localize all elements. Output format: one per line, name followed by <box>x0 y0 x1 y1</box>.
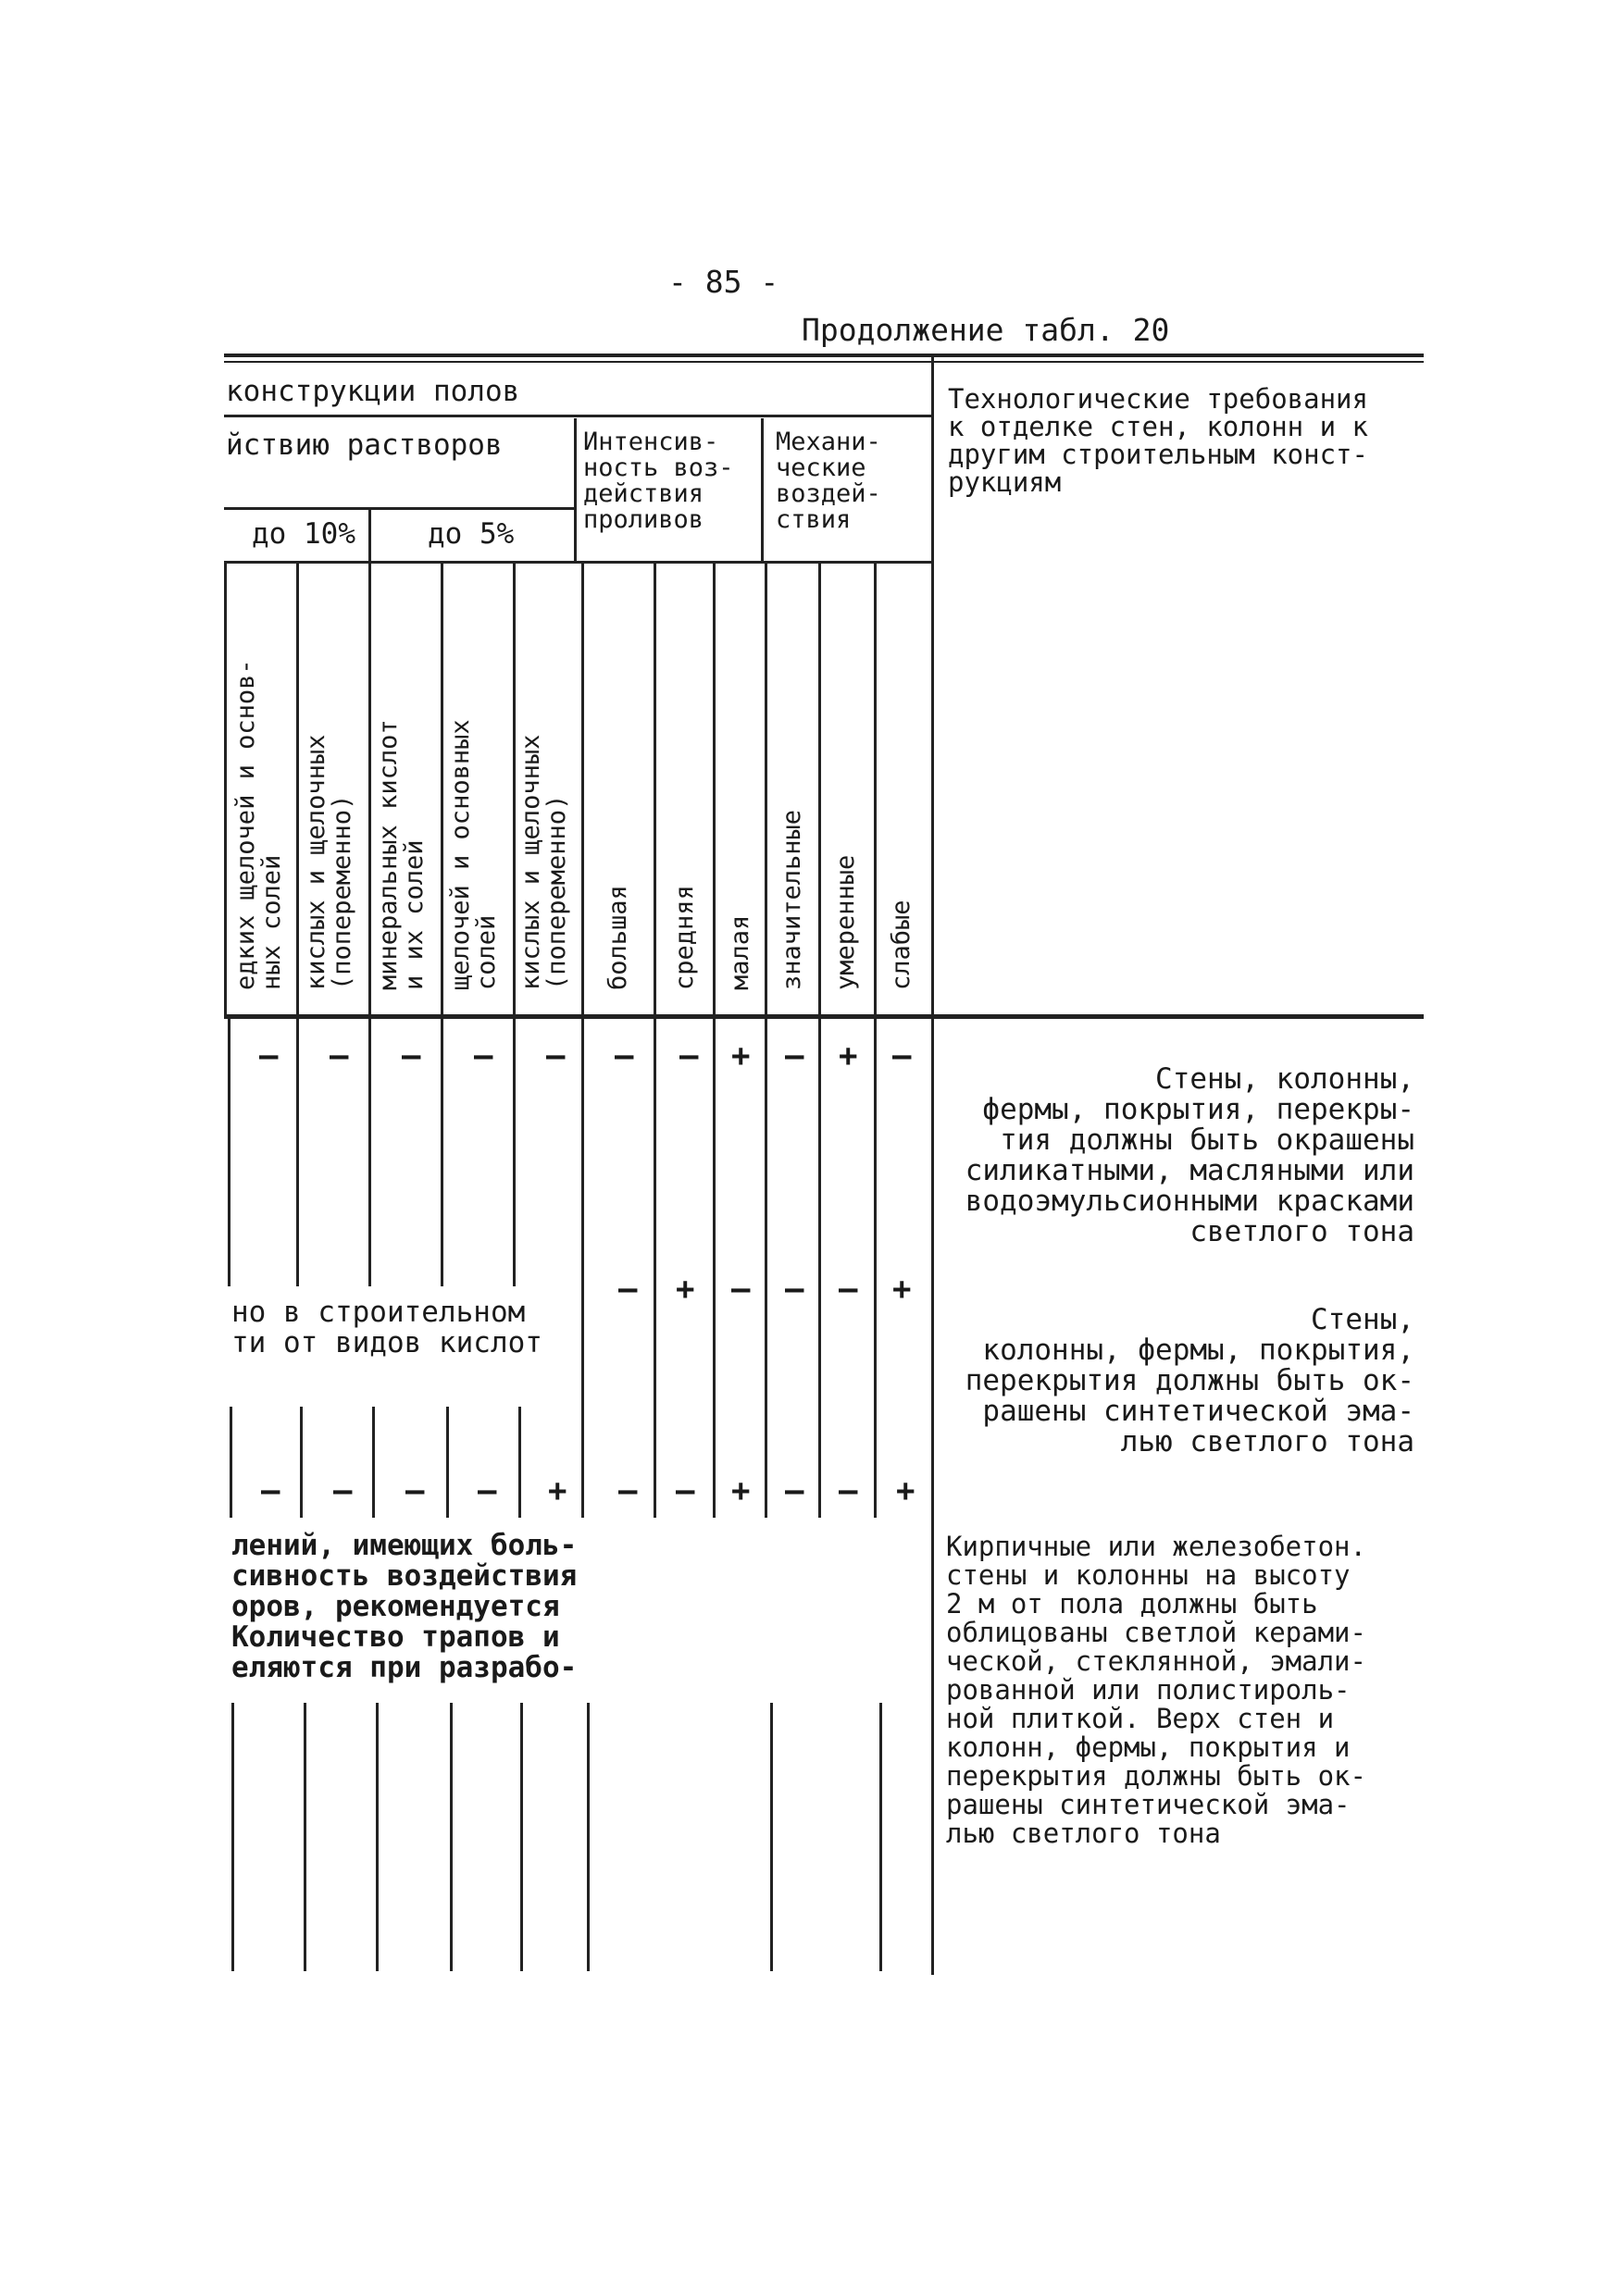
concentration-5-header: до 5% <box>428 517 515 551</box>
row-2-mark: – <box>785 1271 804 1308</box>
row-3-mark: – <box>785 1472 804 1509</box>
row-1-mark: + <box>839 1037 858 1074</box>
table-group-title: конструкции полов <box>226 375 520 408</box>
row-3-mark: – <box>839 1472 858 1509</box>
row-3-mark: – <box>676 1472 695 1509</box>
column-header-intensity-medium: средняя <box>670 885 699 990</box>
row-2-left-note: но в строительном ти от видов кислот <box>231 1296 542 1359</box>
row-1-requirement: Стены, колонны, фермы, покрытия, перекры- тия должны быть окрашены силикатными, масляными или водоэмульсионными красками светлого тона <box>965 1062 1414 1248</box>
column-header-acid-alkaline-alternating-5: кислых и щелочных (попеременно) <box>517 734 571 990</box>
row-2-mark: – <box>731 1271 751 1308</box>
row-1-mark: – <box>546 1037 566 1074</box>
row-2-mark: – <box>839 1271 858 1308</box>
row-1-mark: – <box>615 1037 634 1074</box>
row-1-mark: – <box>785 1037 804 1074</box>
row-3-mark: – <box>405 1472 425 1509</box>
mechanical-header: Механи- ческие воздей- ствия <box>776 428 881 534</box>
solutions-header: йствию растворов <box>226 428 503 462</box>
row-3-mark: + <box>548 1472 567 1509</box>
column-header-alkali-basic-salts: едких щелочей и основ- ных солей <box>231 659 286 990</box>
row-3-mark: – <box>261 1472 280 1509</box>
page-number: - 85 - <box>668 264 779 300</box>
row-3-mark: – <box>618 1472 638 1509</box>
row-1-mark: + <box>731 1037 751 1074</box>
row-2-mark: – <box>618 1271 638 1308</box>
row-2-requirement: Стены, колонны, фермы, покрытия, перекрытия должны быть ок- рашены синтетической эма- лью светлого тона <box>965 1303 1414 1458</box>
column-header-acid-alkaline-alternating-10: кислых и щелочных (попеременно) <box>302 734 356 990</box>
row-1-mark: – <box>259 1037 279 1074</box>
column-header-mineral-acids: минеральных кислот и их солей <box>374 719 429 990</box>
column-header-intensity-low: малая <box>726 914 754 990</box>
column-header-mechanical-significant: значительные <box>778 809 806 990</box>
row-2-mark: + <box>676 1271 695 1308</box>
column-header-alkali-basic-salts-5: щелочей и основных солей <box>446 719 501 990</box>
column-header-mechanical-weak: слабые <box>887 900 915 990</box>
concentration-10-header: до 10% <box>252 517 355 551</box>
row-1-mark: – <box>330 1037 349 1074</box>
row-3-mark: – <box>333 1472 353 1509</box>
row-1-mark: – <box>679 1037 699 1074</box>
row-3-mark: – <box>478 1472 497 1509</box>
column-header-mechanical-moderate: умеренные <box>831 854 860 990</box>
column-header-intensity-high: большая <box>604 885 632 990</box>
table-continuation-caption: Продолжение табл. 20 <box>802 312 1170 348</box>
intensity-header: Интенсив- ность воз- действия проливов <box>583 428 734 534</box>
right-column-header: Технологические требования к отделке стен, колонн и к другим строительным конст- рукциям <box>948 383 1368 498</box>
row-3-requirement: Кирпичные или железобетон. стены и колонны на высоту 2 м от пола должны быть облицованы светлой керами- ческой, стеклянной, эмали- рованной или полистироль- ной плиткой. Верх стен и колонн, фермы, покрытия и перекрытия должны быть ок- рашены синтетической эма- лью светлого тона <box>946 1531 1366 1849</box>
row-3-mark: + <box>896 1472 915 1509</box>
row-1-mark: – <box>474 1037 493 1074</box>
row-3-left-note: лений, имеющих боль- сивность воздействия оров, рекомендуется Количество трапов и еляются при разрабо- <box>231 1529 578 1684</box>
row-1-mark: – <box>892 1037 912 1074</box>
row-2-mark: + <box>892 1271 912 1308</box>
row-3-mark: + <box>731 1472 751 1509</box>
row-1-mark: – <box>402 1037 421 1074</box>
